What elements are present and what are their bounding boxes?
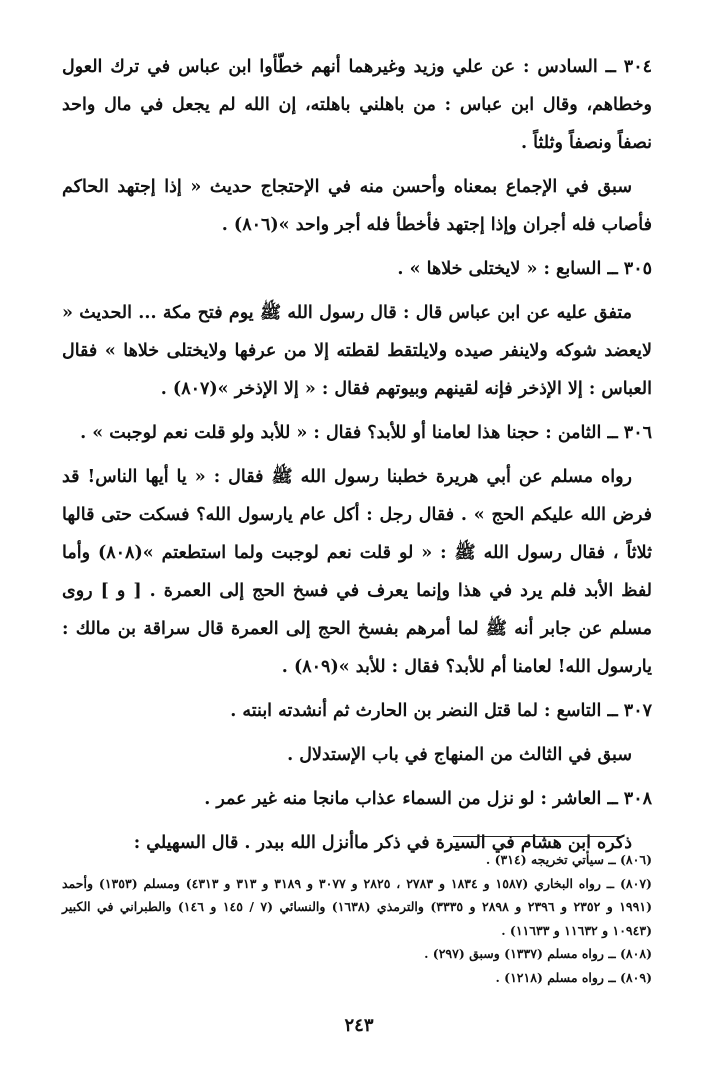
paragraph-304-commentary: سبق في الإجماع بمعناه وأحسن منه في الإحتجاج حديث « إذا إجتهد الحاكم فأصاب فله أجران وإذا إجتهد فأخطأ فله أجر واحد »(٨٠٦) .	[62, 177, 652, 235]
page-number: ٢٤٣	[344, 1015, 374, 1036]
footnotes	[62, 848, 652, 989]
paragraph-307-commentary: سبق في الثالث من المنهاج في باب الإستدلال .	[287, 745, 632, 765]
footnote-809: (٨٠٩) ــ رواه مسلم (١٢١٨) .	[495, 969, 652, 985]
paragraph-304: ٣٠٤ ــ السادس : عن علي وزيد وغيرهما أنهم خطّأوا ابن عباس في ترك العول وخطاهم، وقال ابن عباس : من باهلني باهلته، إن الله لم يجعل في مال واحد نصفاً ونصفاً وثلثاً .	[62, 57, 652, 153]
paragraph-307: ٣٠٧ ــ التاسع : لما قتل النضر بن الحارث ثم أنشدته ابنته .	[230, 701, 652, 721]
footnote-807: (٨٠٧) ــ رواه البخاري (١٥٨٧ و ١٨٣٤ و ٢٧٨٣ ، ٢٨٢٥ و ٣٠٧٧ و ٣١٨٩ و ٣١٣ و ٤٣١٣) ومسلم (١٣٥٣) وأحمد (١٩٩١ و ٢٣٥٢ و ٢٣٩٦ و ٢٨٩٨ و ٣٣٣٥) والترمذي (١٦٣٨) والنسائي (٧ / ١٤٥ و ١٤٦) والطبراني في الكبير (١٠٩٤٣ و ١١٦٣٢ و ١١٦٣٣) .	[62, 875, 652, 938]
paragraph-308: ٣٠٨ ــ العاشر : لو نزل من السماء عذاب مانجا منه غير عمر .	[204, 789, 652, 809]
footnote-808: (٨٠٨) ــ رواه مسلم (١٣٣٧) وسبق (٢٩٧) .	[424, 946, 652, 961]
paragraph-306: ٣٠٦ ــ الثامن : حجنا هذا لعامنا أو للأبد؟ فقال : « للأبد ولو قلت نعم لوجبت » .	[80, 423, 652, 443]
main-text	[62, 48, 652, 868]
paragraph-306-commentary: رواه مسلم عن أبي هريرة خطبنا رسول الله ﷺ فقال : « يا أيها الناس! قد فرض الله عليكم الحج » . فقال رجل : أكل عام يارسول الله؟ فسكت حتى قالها ثلاثاً ، فقال رسول الله ﷺ : « لو قلت نعم لوجبت ولما استطعتم »(٨٠٨) وأما لفظ الأبد فلم يرد في هذا وإنما يعرف في فسخ الحج إلى العمرة . [ و ] روى مسلم عن جابر أنه ﷺ لما أمرهم بفسخ الحج إلى العمرة قال سراقة بن مالك : يارسول الله! لعامنا أم للأبد؟ فقال : للأبد »(٨٠٩) .	[62, 467, 652, 677]
footnote-806: (٨٠٦) ــ سيأتي تخريجه (٣١٤) .	[485, 852, 652, 867]
paragraph-308-commentary: ذكره ابن هشام في السيرة في ذكر ماأنزل الله ببدر . قال السهيلي :	[133, 833, 632, 853]
paragraph-305: ٣٠٥ ــ السابع : « لايختلى خلاها » .	[397, 259, 652, 279]
paragraph-305-commentary: متفق عليه عن ابن عباس قال : قال رسول الله ﷺ يوم فتح مكة ... الحديث « لايعضد شوكه ولاينفر صيده ولايلتقط لقطته إلا من عرفها ولايختلى خلاها » فقال العباس : إلا الإذخر فإنه لقينهم وبيوتهم فقال : « إلا الإذخر »(٨٠٧) .	[62, 303, 652, 399]
footnote-divider	[453, 836, 623, 837]
